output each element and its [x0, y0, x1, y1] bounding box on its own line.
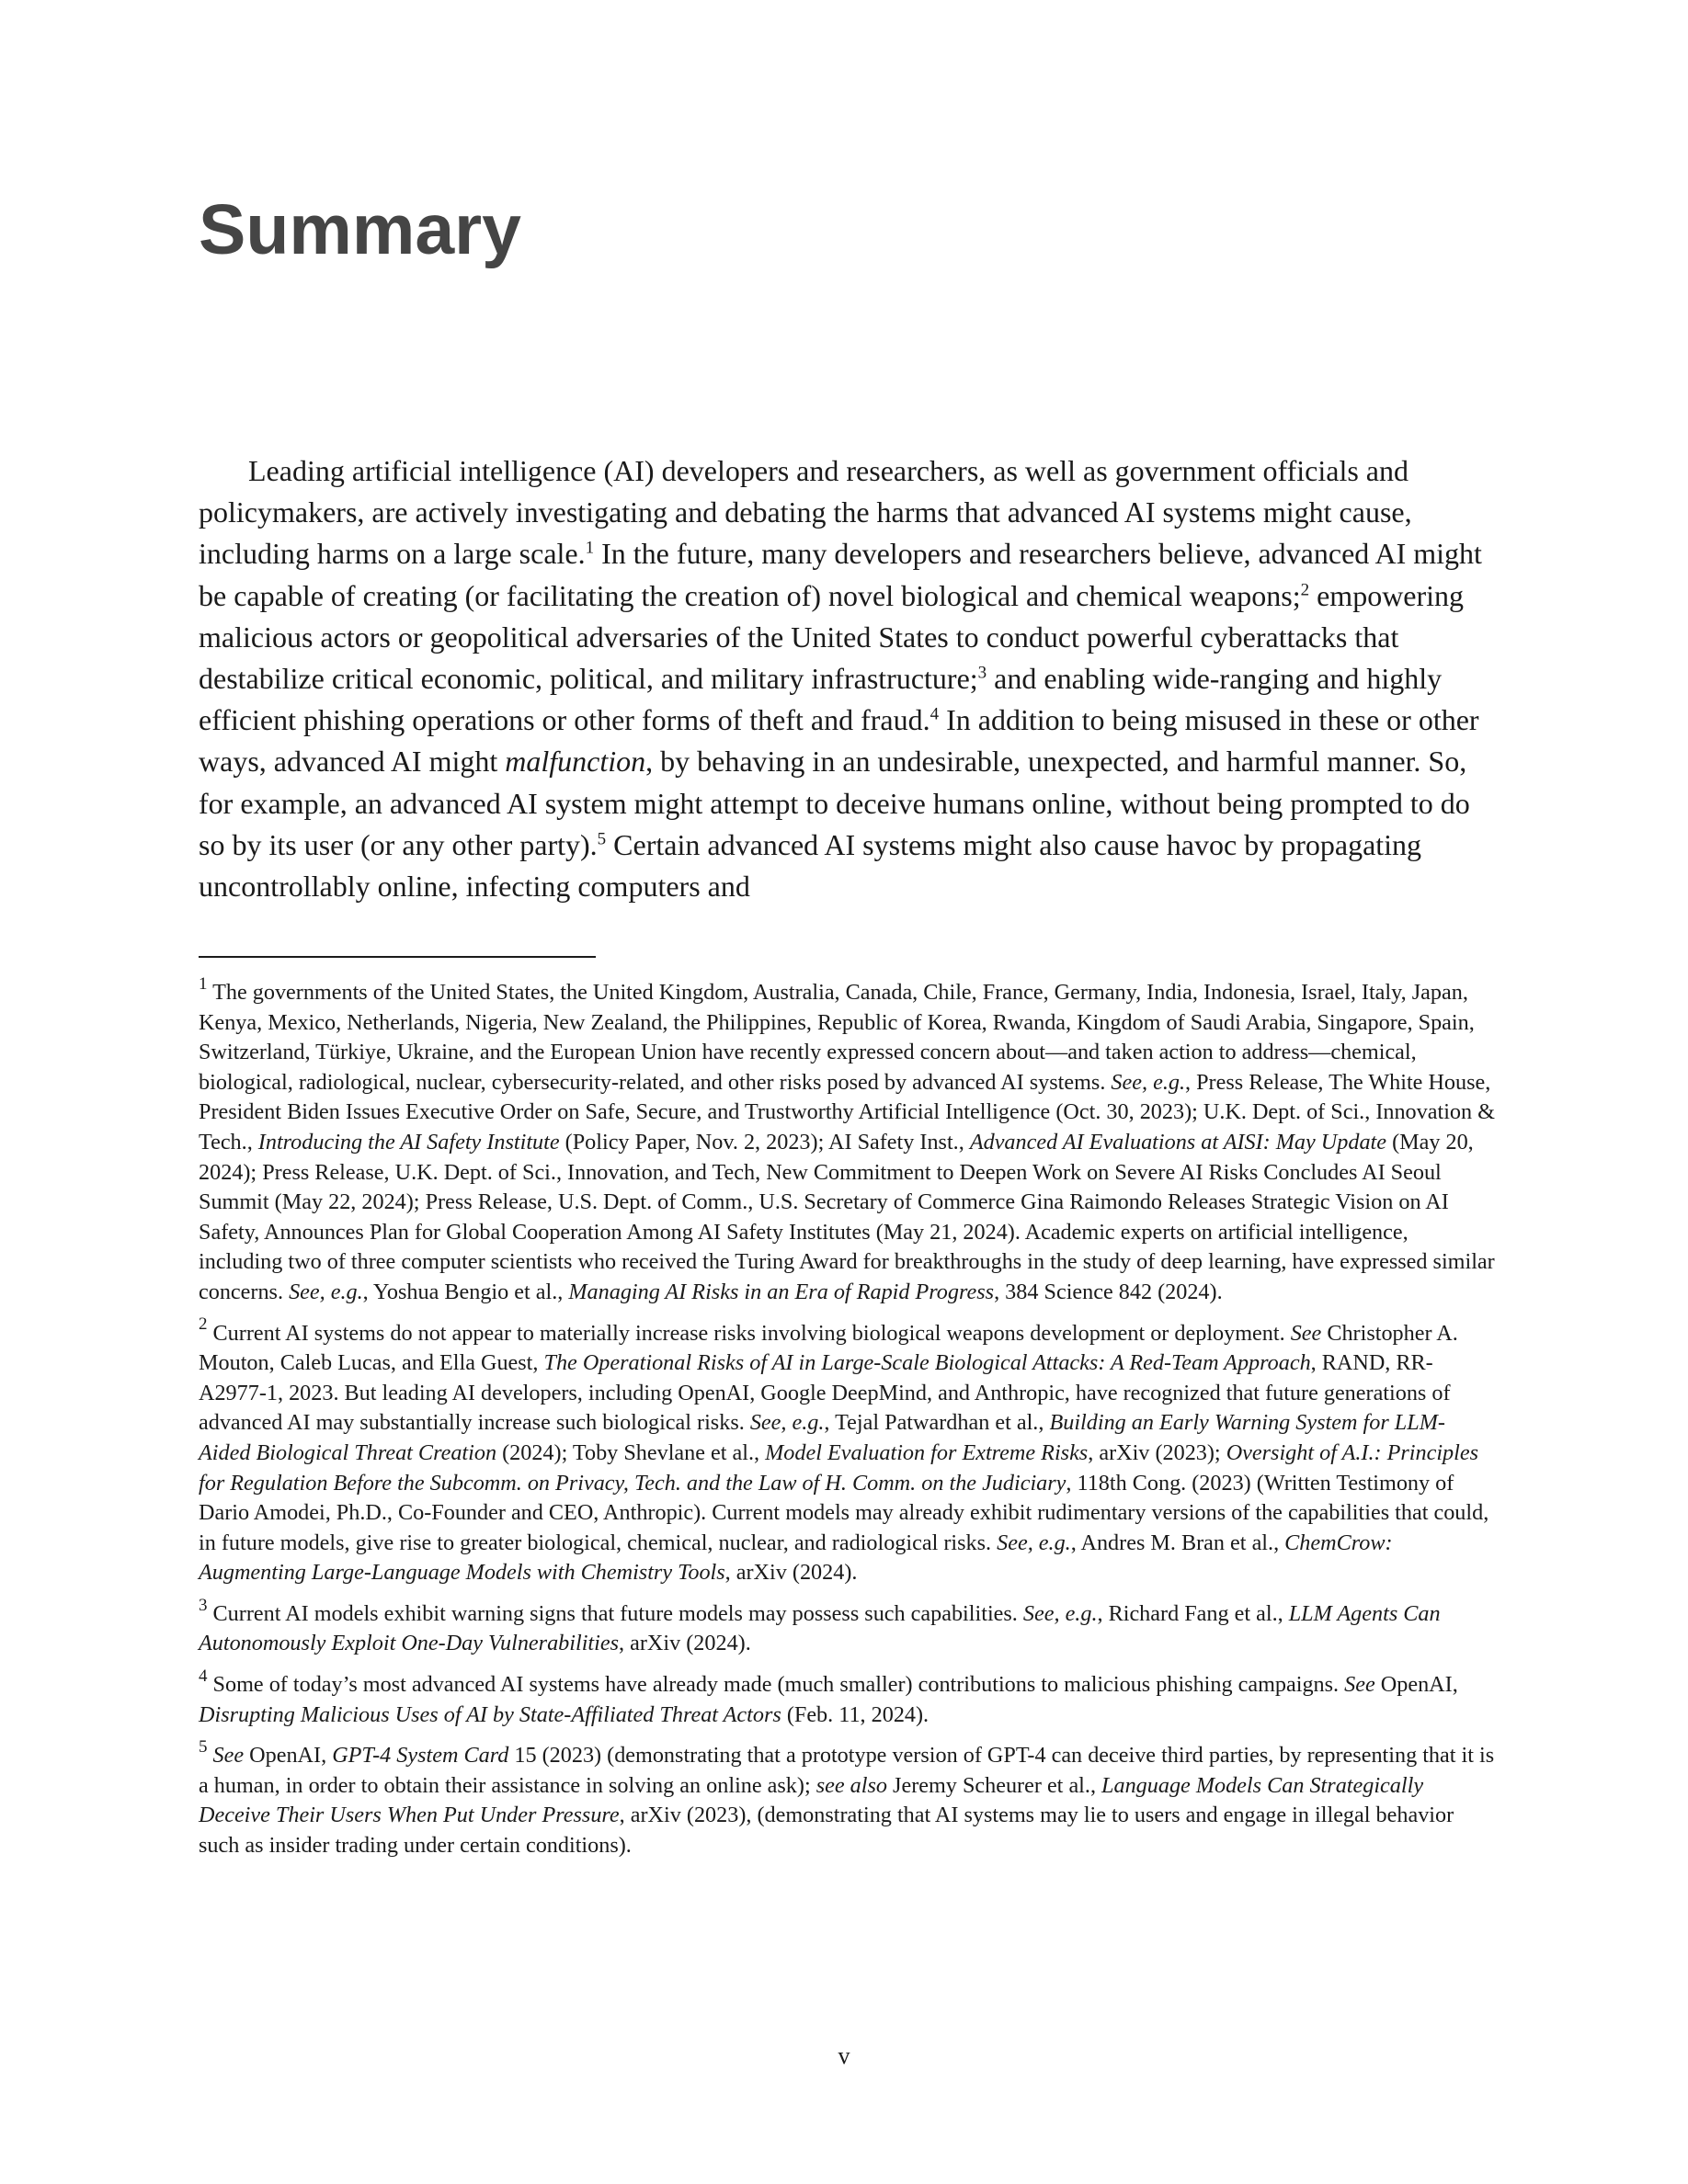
footnote-number: 1 [199, 973, 208, 994]
body-text-segment: Certain advanced AI systems might also cause havoc by propagating uncontrollably online, infecting computers and [199, 827, 1422, 904]
footnote-italic: Model Evaluation for Extreme Risks [765, 1439, 1089, 1465]
footnote-text: Christopher A. Mouton, Caleb Lucas, and Ella Guest, [199, 1320, 1458, 1376]
footnote-italic: See [207, 1743, 245, 1769]
footnote-italic: GPT-4 System Card [332, 1743, 509, 1769]
footnote-italic: See, e.g. [289, 1279, 363, 1304]
footnote-ref-3: 3 [977, 663, 987, 683]
footnote-italic: see also [815, 1772, 887, 1798]
footnote-text: , arXiv (2024). [724, 1560, 858, 1586]
body-text-segment: In the future, many developers and researchers believe, advanced AI might be capable of creating (or facilitating the creation of) novel biological and chemical weapons; [199, 537, 1482, 612]
footnote-text: Current AI systems do not appear to materially increase risks involving biological weapons development or deployment. [207, 1320, 1291, 1346]
body-paragraph [199, 450, 1495, 907]
footnote-italic: See, e.g. [1111, 1069, 1186, 1095]
body-text-segment: In addition to being misused in these or other ways, advanced AI might [199, 703, 1479, 779]
footnotes-section [199, 973, 1495, 1872]
footnote-italic: ChemCrow: Augmenting Large-Language Models with Chemistry Tools [199, 1530, 1393, 1586]
footnote-text: OpenAI, [1374, 1672, 1458, 1698]
footnote-text: OpenAI, [244, 1743, 333, 1769]
footnote-italic: See [1290, 1320, 1322, 1346]
body-text-segment: and enabling wide-ranging and highly efficient phishing operations or other forms of theft and fraud. [199, 662, 1443, 737]
footnote-italic: Language Models Can Strategically Deceive Their Users When Put Under Pressure [199, 1772, 1424, 1828]
footnote-italic: See, e.g. [1022, 1600, 1098, 1626]
body-text-segment: , by behaving in an undesirable, unexpected, and harmful manner. So, for example, an advanced AI system might attempt to deceive humans online, without being prompted to do so by its user (or any other party). [199, 745, 1470, 861]
footnote-3 [199, 1595, 1495, 1659]
footnote-number: 4 [199, 1666, 208, 1686]
footnote-italic: Building an Early Warning System for LLM-Aided Biological Threat Creation [199, 1410, 1445, 1465]
footnote-text: , arXiv (2024). [619, 1631, 751, 1656]
footnote-text: , RAND, RR-A2977-1, 2023. But leading AI developers, including OpenAI, Google DeepMind, and Anthropic, have recognized that future generations of advanced AI may substantially increase such biological risks. [199, 1350, 1451, 1436]
footnote-ref-1: 1 [585, 538, 595, 558]
footnote-ref-2: 2 [1300, 579, 1310, 599]
footnote-text: , arXiv (2023); [1088, 1439, 1226, 1465]
footnote-number: 3 [199, 1595, 208, 1615]
footnote-text: Some of today’s most advanced AI systems have already made (much smaller) contributions to malicious phishing campaigns. [207, 1672, 1345, 1698]
footnote-text: , 384 Science 842 (2024). [994, 1279, 1223, 1304]
footnote-text: , Yoshua Bengio et al., [362, 1279, 569, 1304]
footnote-italic: The Operational Risks of AI in Large-Scale Biological Attacks: A Red-Team Approach [543, 1350, 1311, 1376]
footnote-italic: Introducing the AI Safety Institute [257, 1129, 560, 1155]
footnote-5 [199, 1737, 1495, 1860]
footnote-text: , Andres M. Bran et al., [1070, 1530, 1285, 1555]
footnote-italic: See [1344, 1672, 1375, 1698]
footnote-4 [199, 1666, 1495, 1730]
footnote-ref-4: 4 [930, 704, 940, 724]
footnote-italic: Advanced AI Evaluations at AISI: May Update [969, 1129, 1387, 1155]
footnote-text: The governments of the United States, the United Kingdom, Australia, Canada, Chile, France, Germany, India, Indonesia, Israel, Italy, Japan, Kenya, Mexico, Netherlands, Nigeria, New Zealand, the Philippines, Republic of Korea, Rwanda, Kingdom of Saudi Arabia, Singapore, Spain, Switzerland, Türkiye, Ukraine, and the European Union have recently expressed concern about—and taken action to address—chemical, biological, radiological, nuclear, cybersecurity-related, and other risks posed by advanced AI systems. [199, 980, 1475, 1095]
emphasis-text: malfunction [505, 745, 646, 779]
body-text-segment: Leading artificial intelligence (AI) developers and researchers, as well as government officials and policymakers, are actively investigating and debating the harms that advanced AI systems might cause, including harms on a large scale. [199, 454, 1412, 571]
footnote-italic: Disrupting Malicious Uses of AI by State-Affiliated Threat Actors [199, 1701, 781, 1727]
footnote-italic: Oversight of A.I.: Principles for Regulation Before the Subcomm. on Privacy, Tech. and the Law of H. Comm. on the Judiciary [199, 1439, 1479, 1496]
footnote-text: (Feb. 11, 2024). [781, 1701, 930, 1727]
footnote-text: (Policy Paper, Nov. 2, 2023); AI Safety Inst., [559, 1129, 970, 1155]
footnote-italic: See, e.g. [749, 1410, 825, 1436]
footnote-ref-5: 5 [597, 829, 607, 849]
footnote-text: , Richard Fang et al., [1097, 1600, 1289, 1626]
footnote-text: (May 20, 2024); Press Release, U.K. Dept. of Sci., Innovation, and Tech, New Commitment to Deepen Work on Severe AI Risks Concludes AI Seoul Summit (May 22, 2024); Press Release, U.S. Dept. of Comm., U.S. Secretary of Commerce Gina Raimondo Releases Strategic Vision on AI Safety, Announces Plan for Global Cooperation Among AI Safety Institutes (May 21, 2024). Academic experts on artificial intelligence, including two of three computer scientists who received the Turing Award for breakthroughs in the study of deep learning, have expressed similar concerns. [199, 1129, 1495, 1304]
footnote-text: , arXiv (2023), (demonstrating that AI systems may lie to users and engage in illegal behavior such as insider trading under certain conditions). [199, 1803, 1454, 1859]
footnote-text: Current AI models exhibit warning signs that future models may possess such capabilities. [207, 1600, 1023, 1626]
footnote-text: 15 (2023) (demonstrating that a prototype version of GPT-4 can deceive third parties, by representing that it is a human, in order to obtain their assistance in solving an online ask); [199, 1743, 1495, 1798]
footnote-text: (2024); Toby Shevlane et al., [496, 1439, 766, 1465]
footnote-separator [199, 956, 596, 958]
page-title: Summary [199, 190, 521, 269]
footnote-italic: LLM Agents Can Autonomously Exploit One-Day Vulnerabilities [199, 1600, 1441, 1656]
footnote-text: Jeremy Scheurer et al., [887, 1772, 1102, 1798]
page-number: v [838, 2042, 850, 2069]
footnote-text: , Press Release, The White House, President Biden Issues Executive Order on Safe, Secure, and Trustworthy Artificial Intelligence (Oct. 30, 2023); U.K. Dept. of Sci., Innovation & Tech., [199, 1069, 1495, 1155]
footnote-2 [199, 1314, 1495, 1588]
footnote-italic: Managing AI Risks in an Era of Rapid Progress [568, 1279, 995, 1304]
body-text-segment: empowering malicious actors or geopolitical adversaries of the United States to conduct powerful cyberattacks that destabilize critical economic, political, and military infrastructure; [199, 578, 1465, 696]
footnote-1 [199, 973, 1495, 1308]
footnote-text: , 118th Cong. (2023) (Written Testimony of Dario Amodei, Ph.D., Co-Founder and CEO, Anthropic). Current models may already exhibit rudimentary versions of the capabilities that could, in future models, give rise to greater biological, chemical, nuclear, and radiological risks. [199, 1470, 1489, 1555]
footnote-italic: See, e.g. [997, 1530, 1071, 1555]
footnote-number: 5 [199, 1737, 208, 1757]
footnote-number: 2 [199, 1314, 208, 1335]
footnote-text: , Tejal Patwardhan et al., [824, 1410, 1050, 1436]
